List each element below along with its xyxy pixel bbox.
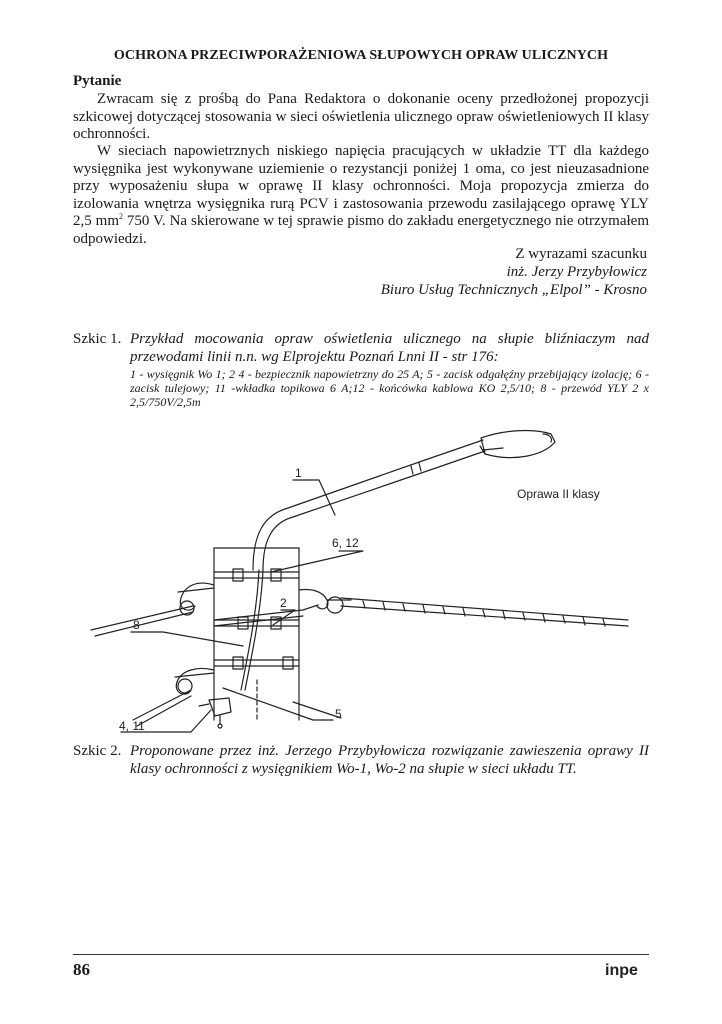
drawing-label-8: 8 [133, 618, 140, 632]
signature-name: inż. Jerzy Przybyłowicz [506, 264, 647, 280]
bracket-arm-outer [253, 460, 425, 570]
question-heading: Pytanie [73, 73, 122, 89]
fuse-box [209, 698, 231, 716]
left-hook-lower [176, 669, 214, 695]
drawing-label-2: 2 [280, 596, 287, 610]
document-page [73, 0, 649, 1024]
question-paragraph-2-part-a: W sieciach napowietrznych niskiego napięcia pracujących w układzie TT dla każdego wysięgnika jest wykonywane uziemienie o rezystancji poniżej 1 oma, co jest nieuzasadnione przy wyposażeniu słupa w oprawę II klasy ochronności. Moja propozycja zmierza do izolowania wnętrza wysięgnika rurą PCV i zastosowania przewodu zasilającego oprawę YLY 2,5 mm [73, 143, 649, 230]
svg-text:inpe: inpe [605, 962, 638, 978]
leader-8 [131, 632, 243, 646]
superscript-2: 2 [119, 212, 123, 222]
figure1-legend: 1 - wysięgnik Wo 1; 2 4 - bezpiecznik napowietrzny do 25 A; 5 - zacisk odgałęźny przebijający izolację; 6 - zacisk tulejowy; 11 -wkładka topikowa 6 A;12 - końcówka kablowa KO 2,5/10; 8 - przewód YLY 2 x 2,5/750V/2,5m [130, 367, 649, 409]
figure1-caption: Przykład mocowania opraw oświetlenia ulicznego na słupie bliźniaczym nad przewodami linii n.n. wg Elprojektu Poznań Lnni II - str 176: [130, 331, 649, 365]
conductor-left-a [91, 606, 193, 630]
footer-divider [73, 954, 649, 955]
drawing-label-oprawa: Oprawa II klasy [517, 487, 600, 501]
conductor-lower-right [223, 688, 333, 720]
signature-company: Biuro Usług Technicznych „Elpol” - Krosno [380, 282, 647, 298]
leader-6-12 [271, 551, 363, 572]
clamp-band-top [214, 572, 299, 578]
figure2-label: Szkic 2. [73, 743, 122, 759]
clamp-band-lower [214, 660, 299, 666]
question-paragraph-2-part-b: 750 V. Na skierowane w tej sprawie pismo do zakładu energetycznego nie otrzymałem odpowiedzi. [73, 213, 649, 247]
luminaire [480, 431, 555, 458]
pole-lamp-drawing [73, 420, 649, 740]
publisher-logo [605, 960, 649, 978]
figure2-caption: Proponowane przez inż. Jerzego Przybyłowicza rozwiązanie zawieszenia oprawy II klasy ochronności z wysięgnikiem Wo-1, Wo-2 na słupie w sieci układu TT. [130, 743, 649, 777]
article-title: OCHRONA PRZECIWPORAŻENIOWA SŁUPOWYCH OPRAW ULICZNYCH [113, 48, 609, 63]
question-paragraph-2 [73, 143, 649, 249]
drawing-label-1: 1 [295, 466, 302, 480]
figure1-label: Szkic 1. [73, 331, 122, 347]
question-paragraph-1: Zwracam się z prośbą do Pana Redaktora o dokonanie oceny przedłożonej propozycji szkicowej dotyczącej stosowania w sieci oświetlenia ulicznego opraw oświetleniowych II klasy ochronności. [73, 91, 649, 143]
drawing-label-4-11: 4, 11 [119, 719, 145, 733]
drawing-label-5: 5 [335, 707, 342, 721]
conductor-lower-a [133, 690, 191, 720]
page-number: 86 [73, 960, 90, 979]
conductor-down-a [214, 605, 318, 620]
drawing-label-6-12: 6, 12 [332, 536, 359, 550]
left-hook-top [180, 583, 214, 610]
signature-closing: Z wyrazami szacunku [515, 246, 647, 262]
